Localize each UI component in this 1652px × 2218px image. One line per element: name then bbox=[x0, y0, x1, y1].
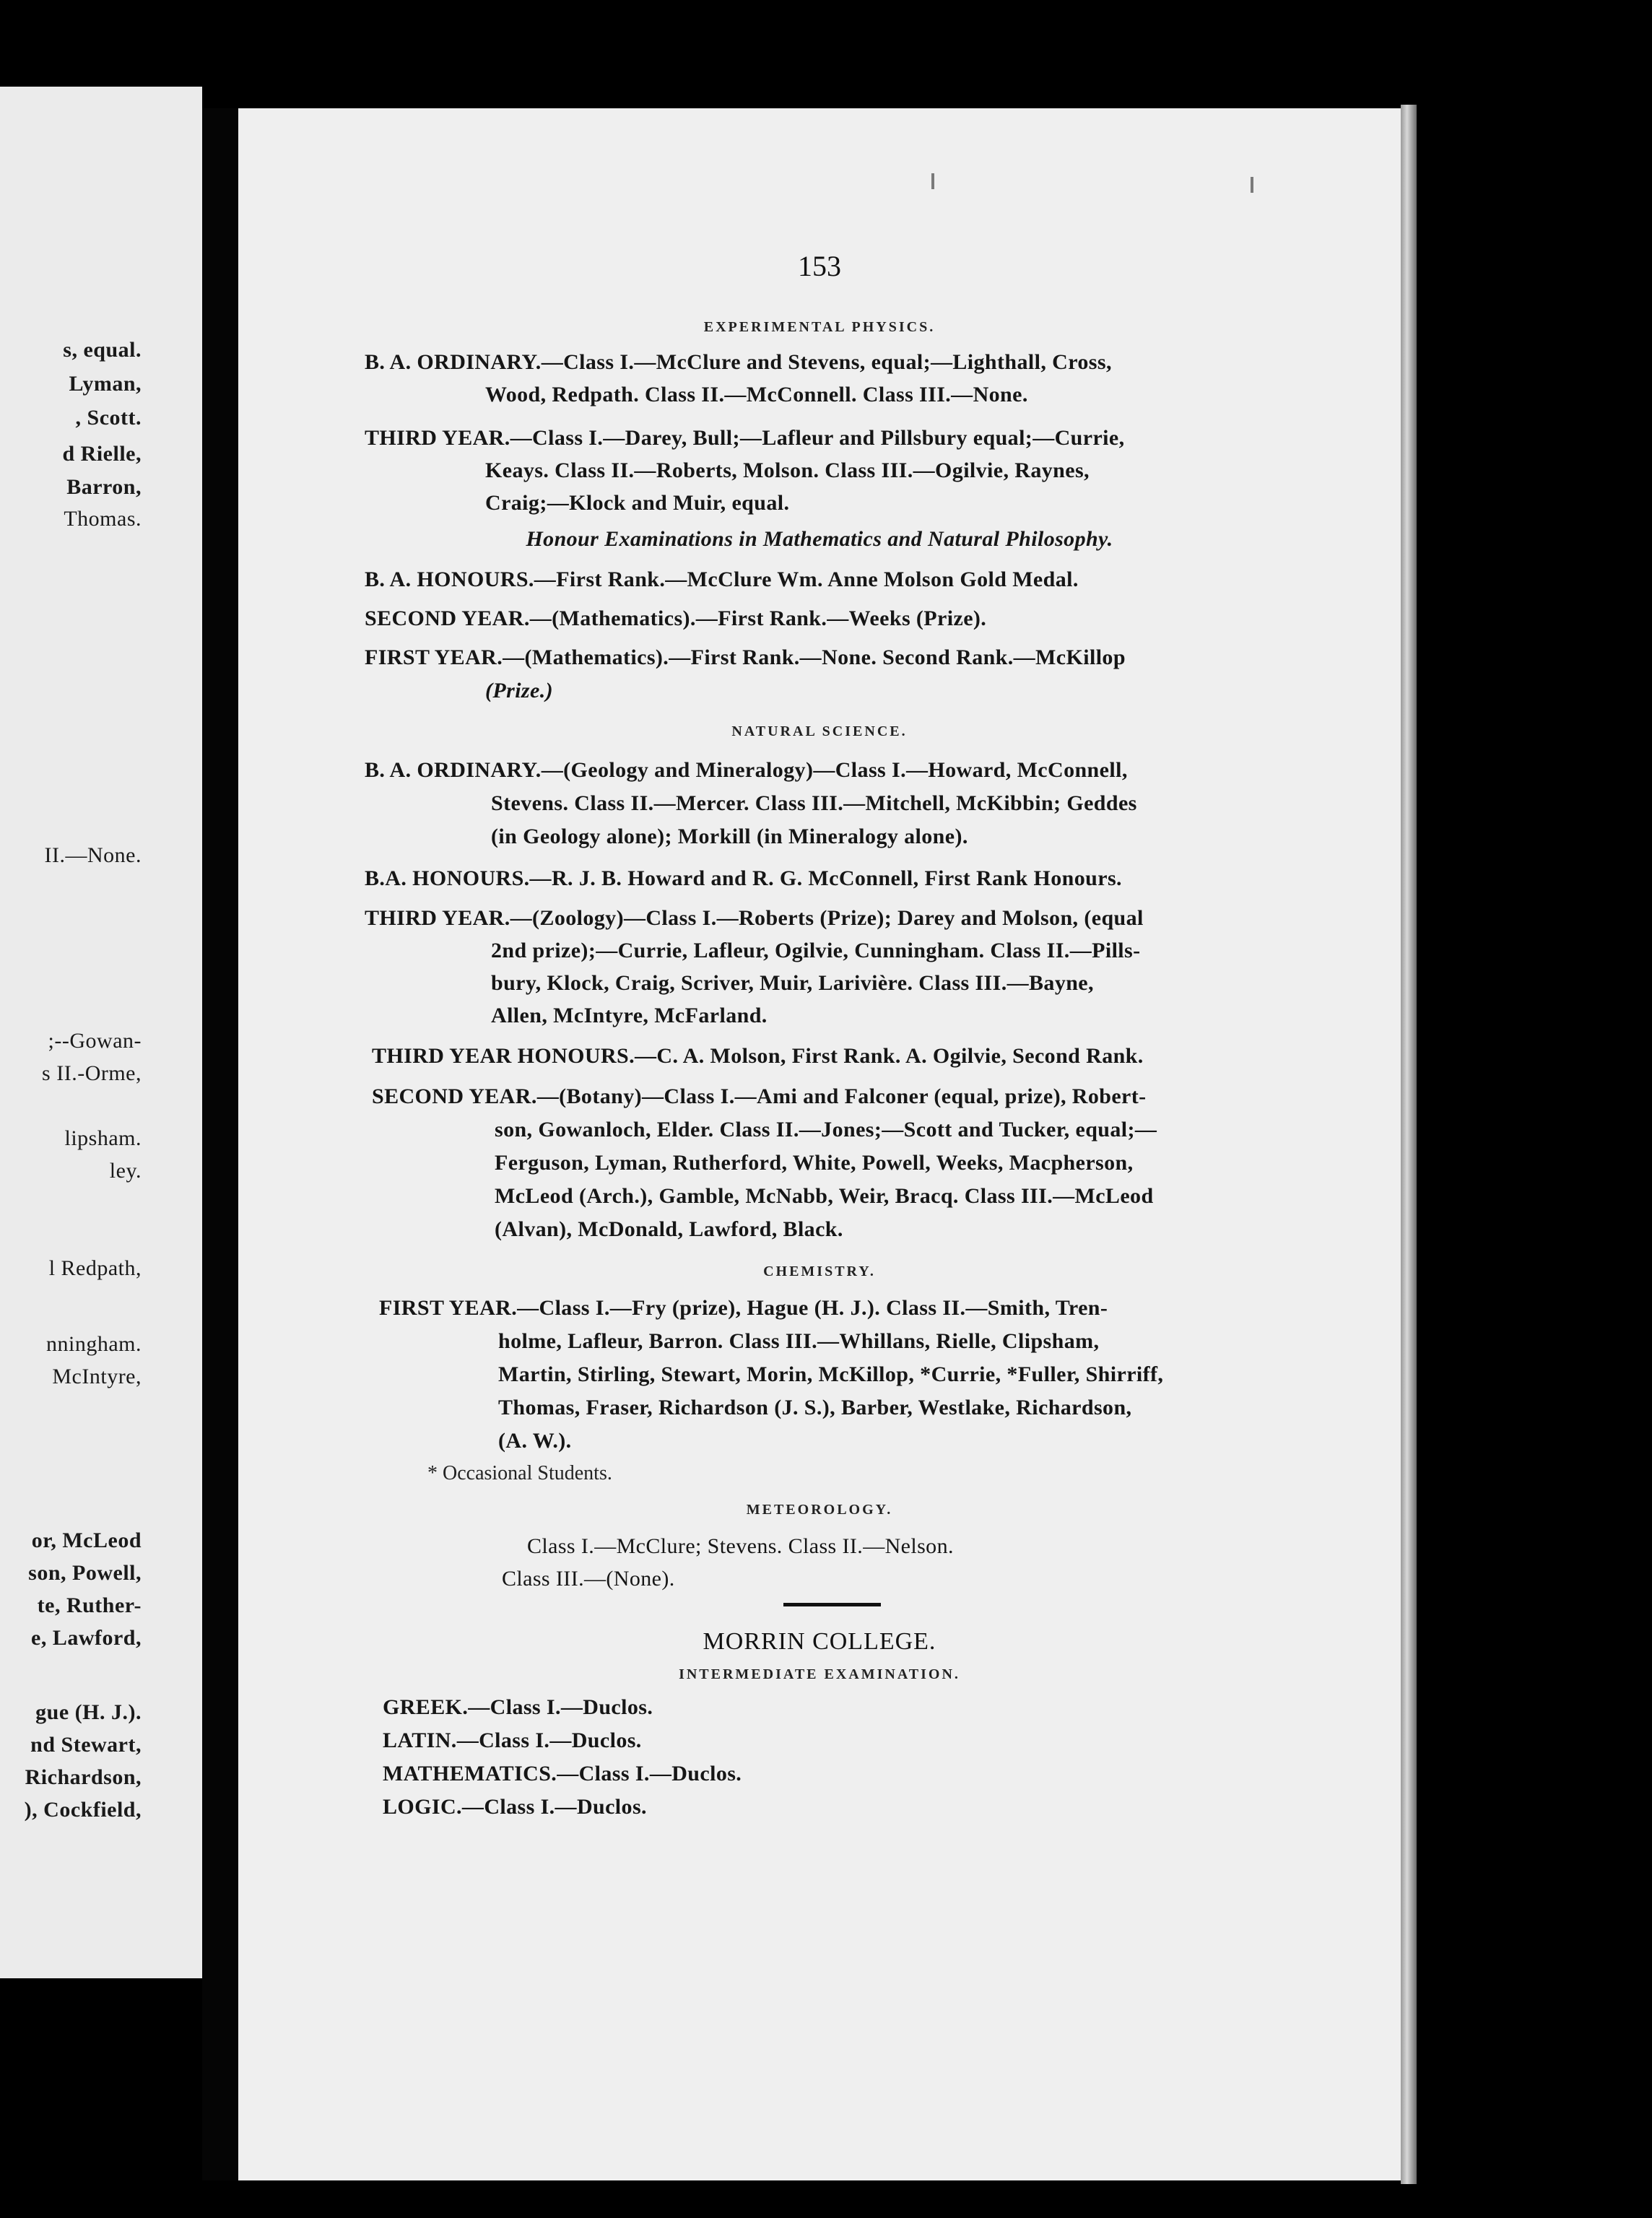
scan-speck bbox=[1251, 177, 1253, 193]
text-line: holme, Lafleur, Barron. Class III.—Whillans, Rielle, Clipsham, bbox=[498, 1329, 1100, 1353]
section-heading-natural-science: NATURAL SCIENCE. bbox=[731, 723, 908, 739]
left-page-line: Richardson, bbox=[25, 1765, 142, 1789]
text-line: B. A. ORDINARY.—(Geology and Mineralogy)—Class I.—Howard, McConnell, bbox=[365, 758, 1128, 782]
text-line: (Alvan), McDonald, Lawford, Black. bbox=[495, 1217, 843, 1241]
left-page-line: l Redpath, bbox=[48, 1256, 142, 1280]
text-line: (A. W.). bbox=[498, 1429, 572, 1453]
text-line: B. A. ORDINARY.—Class I.—McClure and Stevens, equal;—Lighthall, Cross, bbox=[365, 350, 1112, 374]
text-line: Class I.—McClure; Stevens. Class II.—Nelson. bbox=[527, 1534, 954, 1558]
left-page-line: gue (H. J.). bbox=[35, 1700, 142, 1724]
left-page-line: s, equal. bbox=[63, 338, 142, 362]
text-line: Allen, McIntyre, McFarland. bbox=[491, 1004, 768, 1027]
text-line: B.A. HONOURS.—R. J. B. Howard and R. G. McConnell, First Rank Honours. bbox=[365, 866, 1122, 890]
text-line: Keays. Class II.—Roberts, Molson. Class III.—Ogilvie, Raynes, bbox=[485, 458, 1090, 482]
text-line: FIRST YEAR.—Class I.—Fry (prize), Hague (H. J.). Class II.—Smith, Tren- bbox=[379, 1296, 1108, 1320]
text-line: Stevens. Class II.—Mercer. Class III.—Mitchell, McKibbin; Geddes bbox=[491, 791, 1137, 815]
text-line: Wood, Redpath. Class II.—McConnell. Class III.—None. bbox=[485, 383, 1028, 406]
left-page-line: Lyman, bbox=[69, 372, 142, 396]
section-heading-meteorology: METEOROLOGY. bbox=[746, 1502, 893, 1518]
text-line: THIRD YEAR.—Class I.—Darey, Bull;—Lafleur and Pillsbury equal;—Currie, bbox=[365, 426, 1125, 450]
text-line: bury, Klock, Craig, Scriver, Muir, Larivière. Class III.—Bayne, bbox=[491, 971, 1094, 995]
main-page bbox=[238, 108, 1401, 2180]
left-facing-page bbox=[0, 87, 202, 1978]
left-page-line: McIntyre, bbox=[52, 1365, 142, 1388]
left-page-line: nningham. bbox=[46, 1332, 142, 1356]
text-line: Thomas, Fraser, Richardson (J. S.), Barber, Westlake, Richardson, bbox=[498, 1396, 1132, 1419]
text-line: THIRD YEAR HONOURS.—C. A. Molson, First Rank. A. Ogilvie, Second Rank. bbox=[372, 1044, 1144, 1068]
occasional-students-footnote: * Occasional Students. bbox=[427, 1462, 612, 1484]
left-page-line: s II.-Orme, bbox=[42, 1061, 142, 1085]
left-page-line: , Scott. bbox=[75, 406, 142, 430]
text-line: GREEK.—Class I.—Duclos. bbox=[383, 1695, 653, 1719]
text-line: (in Geology alone); Morkill (in Mineralogy alone). bbox=[491, 825, 968, 848]
left-page-line: ;--Gowan- bbox=[48, 1029, 142, 1053]
text-line: Craig;—Klock and Muir, equal. bbox=[485, 491, 790, 515]
left-page-line: e, Lawford, bbox=[31, 1626, 142, 1650]
left-page-line: ley. bbox=[109, 1159, 142, 1183]
text-line: Ferguson, Lyman, Rutherford, White, Powell, Weeks, Macpherson, bbox=[495, 1151, 1134, 1175]
left-page-line: ), Cockfield, bbox=[24, 1798, 142, 1822]
text-line: 2nd prize);—Currie, Lafleur, Ogilvie, Cunningham. Class II.—Pills- bbox=[491, 939, 1141, 962]
text-line: THIRD YEAR.—(Zoology)—Class I.—Roberts (Prize); Darey and Molson, (equal bbox=[365, 906, 1144, 930]
text-line: SECOND YEAR.—(Mathematics).—First Rank.—Weeks (Prize). bbox=[365, 606, 987, 630]
left-page-line: d Rielle, bbox=[62, 442, 142, 466]
page-number: 153 bbox=[798, 250, 841, 282]
text-line: B. A. HONOURS.—First Rank.—McClure Wm. Anne Molson Gold Medal. bbox=[365, 567, 1079, 591]
section-heading-chemistry: CHEMISTRY. bbox=[763, 1264, 876, 1279]
scan-speck bbox=[931, 173, 934, 189]
text-line: McLeod (Arch.), Gamble, McNabb, Weir, Bracq. Class III.—McLeod bbox=[495, 1184, 1154, 1208]
left-page-line: nd Stewart, bbox=[30, 1733, 142, 1757]
left-page-line: son, Powell, bbox=[28, 1561, 142, 1585]
section-divider-rule bbox=[783, 1603, 881, 1606]
left-page-line: lipsham. bbox=[64, 1126, 142, 1150]
morrin-college-title: MORRIN COLLEGE. bbox=[703, 1628, 936, 1655]
text-line: Class III.—(None). bbox=[502, 1567, 675, 1591]
left-page-line: or, McLeod bbox=[31, 1528, 142, 1552]
book-gutter bbox=[202, 108, 238, 2180]
left-page-line: Thomas. bbox=[64, 507, 142, 531]
left-page-line: Barron, bbox=[66, 475, 142, 499]
text-line: SECOND YEAR.—(Botany)—Class I.—Ami and Falconer (equal, prize), Robert- bbox=[372, 1084, 1147, 1108]
text-line: LOGIC.—Class I.—Duclos. bbox=[383, 1795, 647, 1819]
text-line: son, Gowanloch, Elder. Class II.—Jones;—Scott and Tucker, equal;— bbox=[495, 1118, 1157, 1141]
intermediate-examination-heading: INTERMEDIATE EXAMINATION. bbox=[679, 1666, 960, 1682]
text-line: MATHEMATICS.—Class I.—Duclos. bbox=[383, 1762, 742, 1786]
page-edge bbox=[1401, 105, 1417, 2184]
left-page-line: te, Ruther- bbox=[37, 1593, 142, 1617]
text-line: FIRST YEAR.—(Mathematics).—First Rank.—None. Second Rank.—McKillop bbox=[365, 645, 1126, 669]
text-line: (Prize.) bbox=[485, 679, 554, 703]
honour-exam-subheading: Honour Examinations in Mathematics and Natural Philosophy. bbox=[526, 527, 1113, 551]
section-heading-experimental-physics: EXPERIMENTAL PHYSICS. bbox=[703, 319, 936, 335]
text-line: LATIN.—Class I.—Duclos. bbox=[383, 1728, 642, 1752]
text-line: Martin, Stirling, Stewart, Morin, McKillop, *Currie, *Fuller, Shirriff, bbox=[498, 1362, 1164, 1386]
left-page-line: II.—None. bbox=[44, 843, 142, 867]
